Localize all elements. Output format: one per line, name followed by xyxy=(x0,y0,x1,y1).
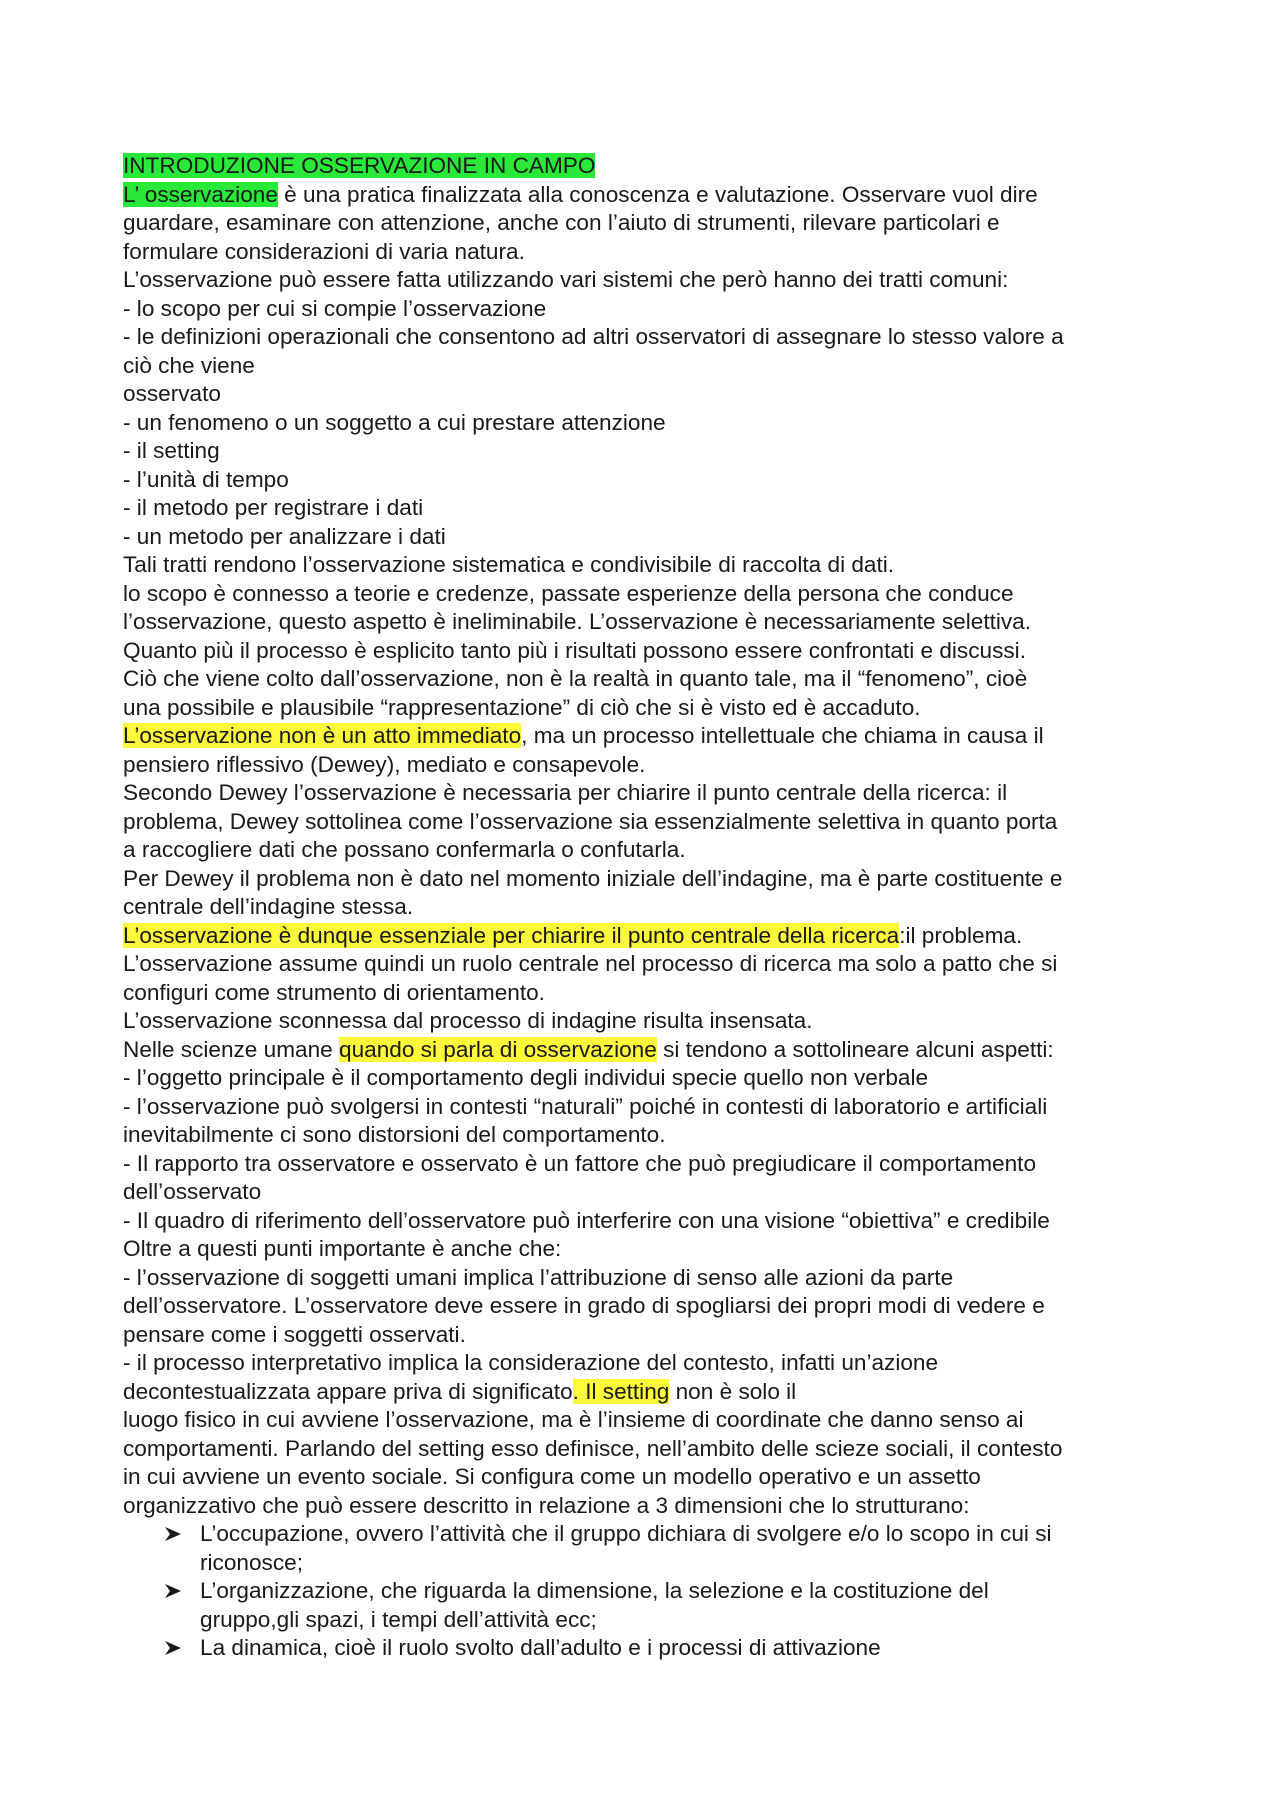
text-line: lo scopo è connesso a teorie e credenze, passate esperienze della persona che conduce xyxy=(123,580,1014,606)
list-item xyxy=(123,1634,1163,1663)
text-line: - le definizioni operazionali che consentono ad altri osservatori di assegnare lo stesso valore a xyxy=(123,324,1064,349)
text-line: - il setting xyxy=(123,438,220,463)
text-line: inevitabilmente ci sono distorsioni del comportamento. xyxy=(123,1122,666,1147)
text-line: organizzativo che può essere descritto in relazione a 3 dimensioni che lo strutturano: xyxy=(123,1492,970,1518)
text-line: L’osservazione può essere fatta utilizzando vari sistemi che però hanno dei tratti comuni: xyxy=(123,267,1009,292)
text-line: ciò che viene xyxy=(123,352,255,378)
text-line: L’osservazione assume quindi un ruolo centrale nel processo di ricerca ma solo a patto che si xyxy=(123,951,1058,976)
text-line: Tali tratti rendono l’osservazione sistematica e condivisibile di raccolta di dati. xyxy=(123,552,895,577)
document-page xyxy=(123,152,1163,1663)
text-line: osservato xyxy=(123,381,221,406)
arrowhead-bullet-icon xyxy=(163,1634,183,1663)
arrowhead-bullet-icon xyxy=(163,1577,183,1606)
text-line: dell’osservatore. L’osservatore deve essere in grado di spogliarsi dei propri modi di vedere e xyxy=(123,1293,1045,1318)
highlighted-phrase: L’osservazione è dunque essenziale per chiarire il punto centrale della ricerca xyxy=(123,922,900,948)
highlighted-phrase: L’osservazione non è un atto immediato xyxy=(123,723,522,748)
text-line: - il processo interpretativo implica la considerazione del contesto, infatti un’azione xyxy=(123,1350,939,1375)
text-line: Nelle scienze umane quando si parla di osservazione si tendono a sottolineare alcuni aspetti: xyxy=(123,1036,1054,1062)
text-line: - Il quadro di riferimento dell’osservatore può interferire con una visione “obiettiva” e credibile xyxy=(123,1207,1050,1233)
list-item-line: riconosce; xyxy=(200,1549,303,1575)
text-line: - l’oggetto principale è il comportamento degli individui specie quello non verbale xyxy=(123,1065,929,1090)
list-item-line: La dinamica, cioè il ruolo svolto dall’adulto e i processi di attivazione xyxy=(200,1635,881,1660)
list-item xyxy=(123,1577,1163,1634)
highlighted-term: L’ osservazione xyxy=(123,181,278,207)
text-line: Ciò che viene colto dall’osservazione, non è la realtà in quanto tale, ma il “fenomeno”, cioè xyxy=(123,666,1028,691)
text-line: - Il rapporto tra osservatore e osservato è un fattore che può pregiudicare il comportamento xyxy=(123,1150,1037,1176)
list-item-line: gruppo,gli spazi, i tempi dell’attività ecc; xyxy=(200,1606,597,1632)
list-item-line: L’organizzazione, che riguarda la dimensione, la selezione e la costituzione del xyxy=(200,1578,989,1603)
list-item-line: L’occupazione, ovvero l’attività che il gruppo dichiara di svolgere e/o lo scopo in cui si xyxy=(200,1521,1052,1546)
title-line xyxy=(123,152,1163,181)
highlighted-phrase: . Il setting xyxy=(572,1378,670,1404)
arrowhead-bullet-icon xyxy=(163,1520,183,1549)
text-line: Secondo Dewey l’osservazione è necessaria per chiarire il punto centrale della ricerca: il xyxy=(123,780,1008,805)
text-line: pensare come i soggetti osservati. xyxy=(123,1321,466,1347)
text-line: - il metodo per registrare i dati xyxy=(123,495,424,520)
text-line: l’osservazione, questo aspetto è ineliminabile. L’osservazione è necessariamente selettiva. xyxy=(123,609,1032,634)
text-line: dell’osservato xyxy=(123,1179,262,1204)
text-line: luogo fisico in cui avviene l’osservazione, ma è l’insieme di coordinate che danno senso ai xyxy=(123,1407,1024,1432)
text-line: - un metodo per analizzare i dati xyxy=(123,523,446,549)
text-line: Oltre a questi punti importante è anche che: xyxy=(123,1236,562,1261)
text-line: - l’osservazione di soggetti umani implica l’attribuzione di senso alle azioni da parte xyxy=(123,1264,954,1290)
text-line: decontestualizzata appare priva di significato. Il setting non è solo il xyxy=(123,1378,797,1404)
text-line: - l’unità di tempo xyxy=(123,466,289,492)
text-line: - un fenomeno o un soggetto a cui prestare attenzione xyxy=(123,409,666,435)
text-line: L’osservazione sconnessa dal processo di indagine risulta insensata. xyxy=(123,1008,813,1033)
text-line: pensiero riflessivo (Dewey), mediato e consapevole. xyxy=(123,751,646,777)
document-title: INTRODUZIONE OSSERVAZIONE IN CAMPO xyxy=(123,153,596,178)
text-line: formulare considerazioni di varia natura. xyxy=(123,238,525,264)
text-line: - l’osservazione può svolgersi in contesti “naturali” poiché in contesti di laboratorio e artificiali xyxy=(123,1093,1048,1119)
list-item xyxy=(123,1520,1163,1577)
text-line: - lo scopo per cui si compie l’osservazione xyxy=(123,295,547,321)
text-line: problema, Dewey sottolinea come l’osservazione sia essenzialmente selettiva in quanto porta xyxy=(123,808,1058,834)
text-line: L’ osservazione è una pratica finalizzata alla conoscenza e valutazione. Osservare vuol dire xyxy=(123,181,1038,207)
text-line: L’osservazione è dunque essenziale per chiarire il punto centrale della ricerca:il problema. xyxy=(123,922,1023,948)
text-line: configuri come strumento di orientamento. xyxy=(123,979,545,1005)
text-line: una possibile e plausibile “rappresentazione” di ciò che si è visto ed è accaduto. xyxy=(123,694,921,720)
text-line: Per Dewey il problema non è dato nel momento iniziale dell’indagine, ma è parte costituente e xyxy=(123,865,1063,891)
text-line: L’osservazione non è un atto immediato, ma un processo intellettuale che chiama in causa il xyxy=(123,723,1044,748)
text-line: Quanto più il processo è esplicito tanto più i risultati possono essere confrontati e discussi. xyxy=(123,637,1026,663)
text-line: centrale dell’indagine stessa. xyxy=(123,894,414,919)
highlighted-phrase: quando si parla di osservazione xyxy=(339,1036,657,1062)
text-line: guardare, esaminare con attenzione, anche con l’aiuto di strumenti, rilevare particolari e xyxy=(123,210,1000,235)
text-line: comportamenti. Parlando del setting esso definisce, nell’ambito delle scieze sociali, il contesto xyxy=(123,1435,1063,1461)
bullet-list xyxy=(123,1520,1163,1663)
text-line: in cui avviene un evento sociale. Si configura come un modello operativo e un assetto xyxy=(123,1464,981,1489)
text-line: a raccogliere dati che possano confermarla o confutarla. xyxy=(123,837,686,862)
